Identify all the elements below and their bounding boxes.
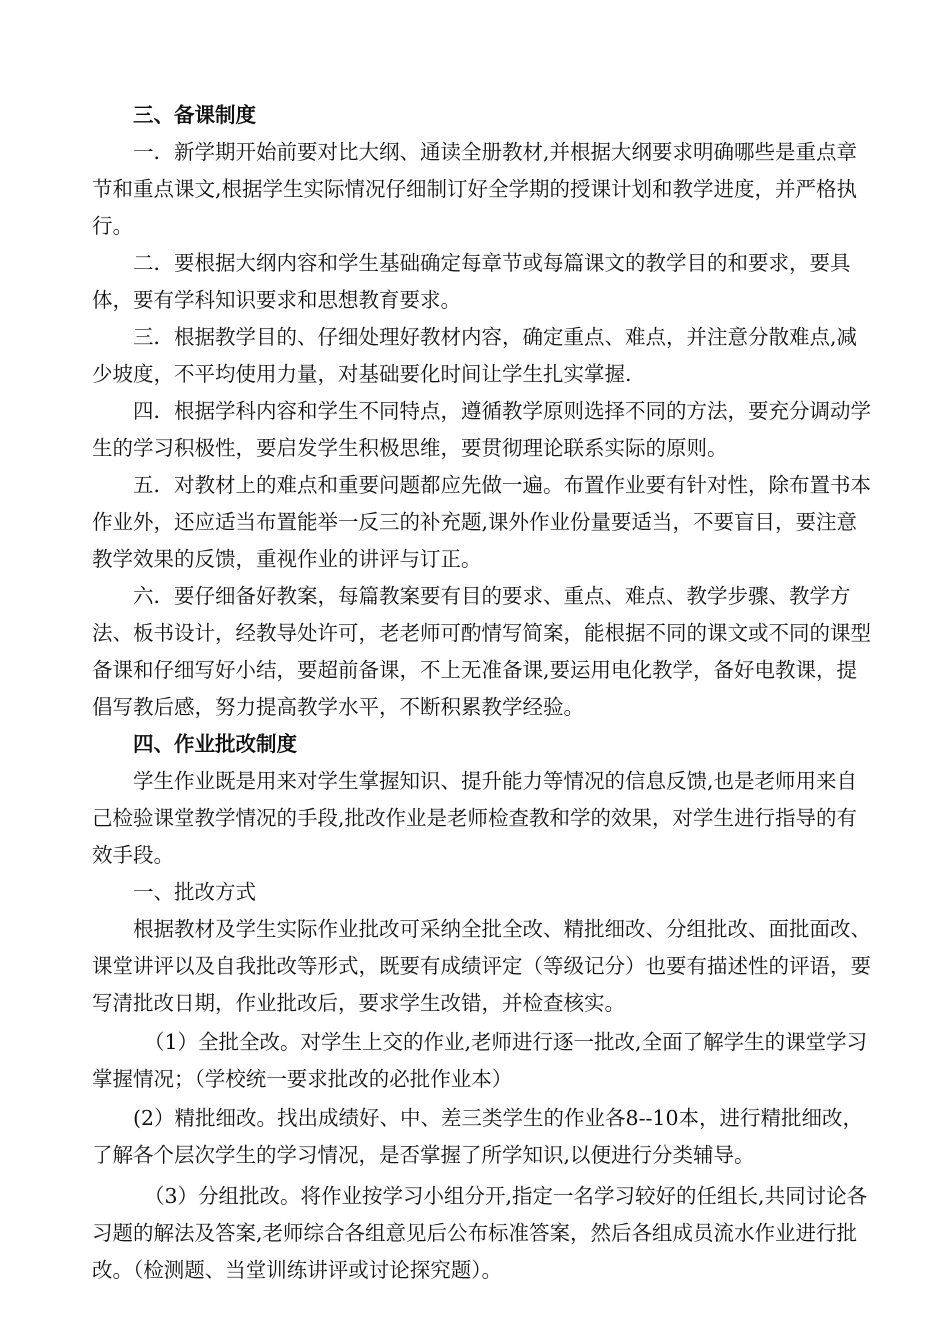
- paragraph-method-detailed-correction: (2）精批细改。找出成绩好、中、差三类学生的作业各8--10本，进行精批细改，了解各个层次学生的学习情况，是否掌握了所学知识,以便进行分类辅导。: [92, 1106, 864, 1167]
- paragraph-method-full-correction: （1）全批全改。对学生上交的作业,老师进行逐一批改,全面了解学生的课堂学习掌握情况；（学校统一要求批改的必批作业本）: [92, 1030, 868, 1091]
- paragraph-homework-intro: 学生作业既是用来对学生掌握知识、提升能力等情况的信息反馈,也是老师用来自己检验课堂教学情况的手段,批改作业是老师检查教和学的效果，对学生进行指导的有效手段。: [92, 769, 858, 867]
- paragraph-prep-6: 六．要仔细备好教案，每篇教案要有目的要求、重点、难点、教学步骤、教学方法、板书设计，经教导处许可，老老师可酌情写简案，能根据不同的课文或不同的课型备课和仔细写好小结，要超前备课，不上无准备课,要运用电化教学，备好电教课，提倡写教后感，努力提高教学水平，不断积累教学经验。: [92, 584, 871, 719]
- paragraph-method-group-correction: （3）分组批改。将作业按学习小组分开,指定一名学习较好的任组长,共同讨论各习题的解法及答案,老师综合各组意见后公布标准答案，然后各组成员流水作业进行批改。（检测题、当堂训练讲评或讨论探究题）。: [92, 1184, 868, 1282]
- paragraph-prep-3: 三．根据教学目的、仔细处理好教材内容，确定重点、难点，并注意分散难点,减少坡度，不平均使用力量，对基础要化时间让学生扎实掌握.: [92, 325, 858, 386]
- subheading-correction-methods: 一、批改方式: [133, 880, 256, 904]
- document-page: [92, 97, 876, 1289]
- paragraph-prep-2: 二．要根据大纲内容和学生基础确定每章节或每篇课文的教学目的和要求，要具体，要有学科知识要求和思想教育要求。: [92, 251, 851, 312]
- paragraph-prep-5: 五．对教材上的难点和重要问题都应先做一遍。布置作业要有针对性，除布置书本作业外，还应适当布置能举一反三的补充题,课外作业份量要适当，不要盲目，要注意教学效果的反馈，重视作业的讲评与订正。: [92, 473, 871, 571]
- paragraph-correction-methods: 根据教材及学生实际作业批改可采纳全批全改、精批细改、分组批改、面批面改、课堂讲评以及自我批改等形式，既要有成绩评定（等级记分）也要有描述性的评语，要写清批改日期，作业批改后，要求学生改错，并检查核实。: [92, 917, 871, 1015]
- paragraph-prep-4: 四．根据学科内容和学生不同特点，遵循教学原则选择不同的方法，要充分调动学生的学习积极性，要启发学生积极思维，要贯彻理论联系实际的原则。: [92, 399, 871, 460]
- section-heading-lesson-prep: 三、备课制度: [133, 103, 256, 127]
- section-heading-homework: 四、作业批改制度: [133, 732, 297, 756]
- paragraph-prep-1: 一．新学期开始前要对比大纲、通读全册教材,并根据大纲要求明确哪些是重点章节和重点课文,根据学生实际情况仔细制订好全学期的授课计划和教学进度，并严格执行。: [92, 140, 858, 238]
